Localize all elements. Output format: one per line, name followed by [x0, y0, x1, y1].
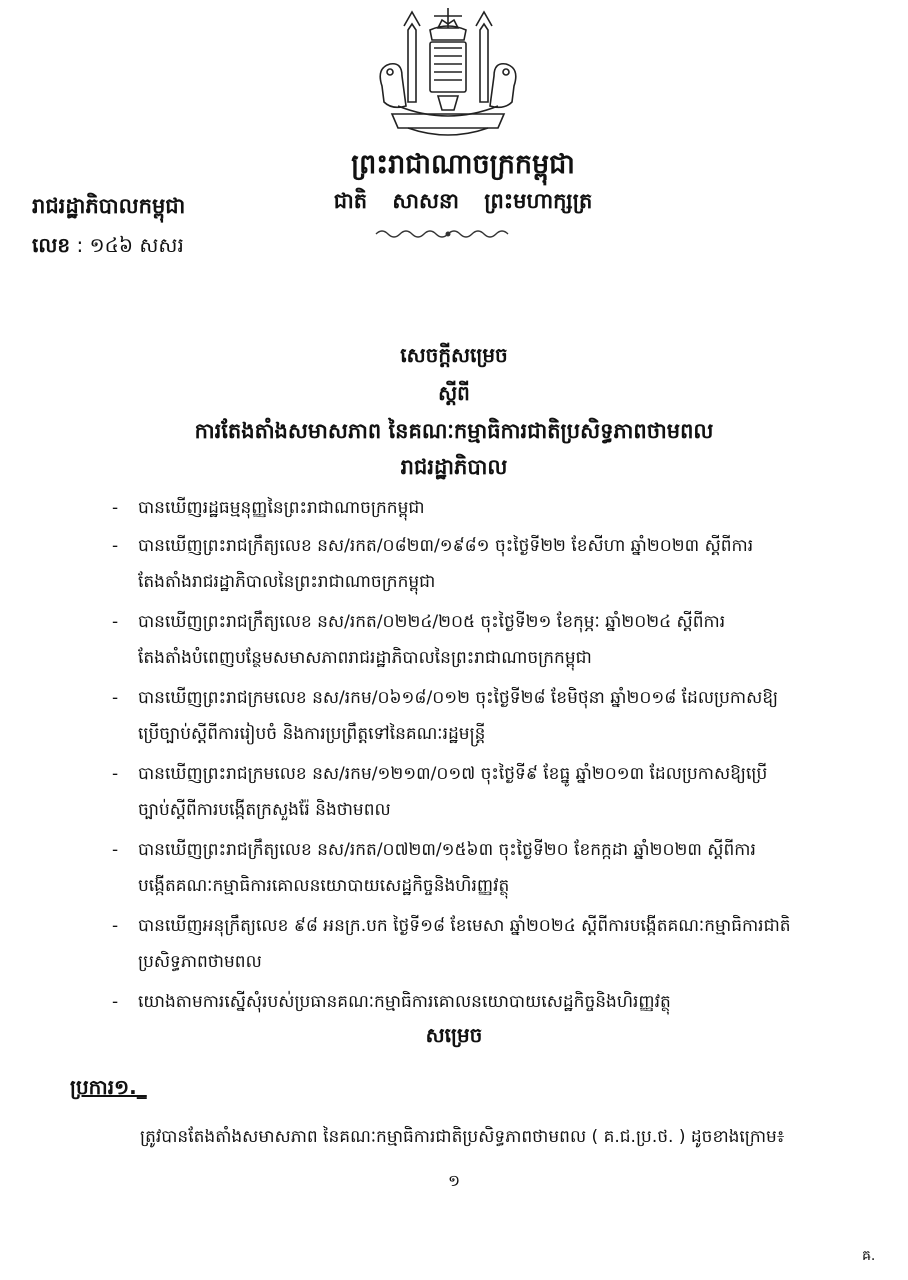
item-line: បង្កើតគណៈកម្មាធិការគោលនយោបាយសេដ្ឋកិច្ចនិងហិរញ្ញវត្ថុ — [138, 876, 510, 896]
list-item — [112, 528, 880, 604]
item-line: តែងតាំងរាជរដ្ឋាភិបាលនៃព្រះរាជាណាចក្រកម្ពុជា — [138, 572, 436, 592]
ornament-divider-icon — [368, 226, 528, 242]
item-line: ប្រើច្បាប់ស្តីពីការរៀបចំ និងការប្រព្រឹត្តទៅនៃគណៈរដ្ឋមន្ត្រី — [138, 724, 486, 744]
list-item — [112, 756, 880, 832]
item-line: - បានឃើញរដ្ឋធម្មនុញ្ញនៃព្រះរាជាណាចក្រកម្ពុជា — [138, 498, 425, 518]
issuing-government: រាជរដ្ឋាភិបាលកម្ពុជា — [32, 194, 186, 218]
title-subject: ការតែងតាំងសមាសភាព នៃគណៈកម្មាធិការជាតិប្រសិទ្ធភាពថាមពល — [194, 419, 714, 443]
decision-heading: សម្រេច — [425, 1023, 483, 1047]
document-number: លេខ : ១៤៦ សសរ — [32, 233, 184, 257]
item-line: - បានឃើញព្រះរាជក្រឹត្យលេខ នស/រកត/០២២៤/២០៥ ចុះថ្ងៃទី២១ ខែកុម្ភៈ ឆ្នាំ២០២៤ ស្តីពីការ — [138, 612, 726, 632]
article-body: ត្រូវបានតែងតាំងសមាសភាព នៃគណៈកម្មាធិការជាតិប្រសិទ្ធភាពថាមពល ( គ.ជ.ប្រ.ថ. ) ដូចខាងក្រោម៖ — [140, 1127, 785, 1147]
title-government: រាជរដ្ឋាភិបាល — [400, 455, 508, 479]
national-motto: ជាតិ សាសនា ព្រះមហាក្សត្រ — [333, 189, 593, 213]
corner-mark: ឝ. — [862, 1248, 876, 1264]
list-item — [112, 490, 880, 528]
royal-coat-of-arms-emblem — [368, 6, 528, 146]
item-line: ប្រសិទ្ធភាពថាមពល — [138, 952, 262, 972]
item-line: - បានឃើញព្រះរាជក្រឹត្យលេខ នស/រកត/០៧២៣/១៥៦៣ ចុះថ្ងៃទី២០ ខែកក្កដា ឆ្នាំ២០២៣ ស្តីពីការ — [138, 840, 756, 860]
item-line: - បានឃើញអនុក្រឹត្យលេខ ៩៨ អនក្រ.បក ថ្ងៃទី១៨ ខែមេសា ឆ្នាំ២០២៤ ស្តីពីការបង្កើតគណៈកម្មាធិការជាតិ — [138, 916, 791, 936]
number-label: លេខ — [32, 233, 71, 257]
list-item — [112, 680, 880, 756]
item-line: ច្បាប់ស្តីពីការបង្កើតក្រសួងរ៉ែ និងថាមពល — [138, 800, 391, 820]
item-line: តែងតាំងបំពេញបន្ថែមសមាសភាពរាជរដ្ឋាភិបាលនៃព្រះរាជាណាចក្រកម្ពុជា — [138, 648, 592, 668]
kingdom-heading: ព្រះរាជាណាចក្រកម្ពុជា — [351, 149, 575, 180]
page-number: ១ — [447, 1171, 461, 1190]
list-item — [112, 604, 880, 680]
item-line: - បានឃើញព្រះរាជក្រមលេខ នស/រកម/០៦១៨/០១២ ចុះថ្ងៃទី២៨ ខែមិថុនា ឆ្នាំ២០១៨ ដែលប្រកាសឱ្យ — [138, 688, 779, 708]
title-regarding: ស្តីពី — [438, 381, 470, 405]
list-item — [112, 832, 880, 908]
title-decision: សេចក្តីសម្រេច — [400, 343, 508, 367]
list-item — [112, 908, 880, 984]
item-line: - យោងតាមការស្នើសុំរបស់ប្រធានគណៈកម្មាធិការគោលនយោបាយសេដ្ឋកិច្ចនិងហិរញ្ញវត្ថុ — [138, 992, 671, 1012]
item-line: - បានឃើញព្រះរាជក្រមលេខ នស/រកម/១២១៣/០១៧ ចុះថ្ងៃទី៩ ខែធ្នូ ឆ្នាំ២០១៣ ដែលប្រកាសឱ្យប្រើ — [138, 764, 768, 784]
article-label: ប្រការ១._ — [70, 1075, 147, 1099]
list-item — [112, 984, 880, 1022]
item-line: - បានឃើញព្រះរាជក្រឹត្យលេខ នស/រកត/០៨២៣/១៩៨១ ចុះថ្ងៃទី២២ ខែសីហា ឆ្នាំ២០២៣ ស្តីពីការ — [138, 536, 754, 556]
number-value: ១៤៦ សសរ — [89, 233, 184, 257]
considerations-list — [112, 490, 880, 1022]
